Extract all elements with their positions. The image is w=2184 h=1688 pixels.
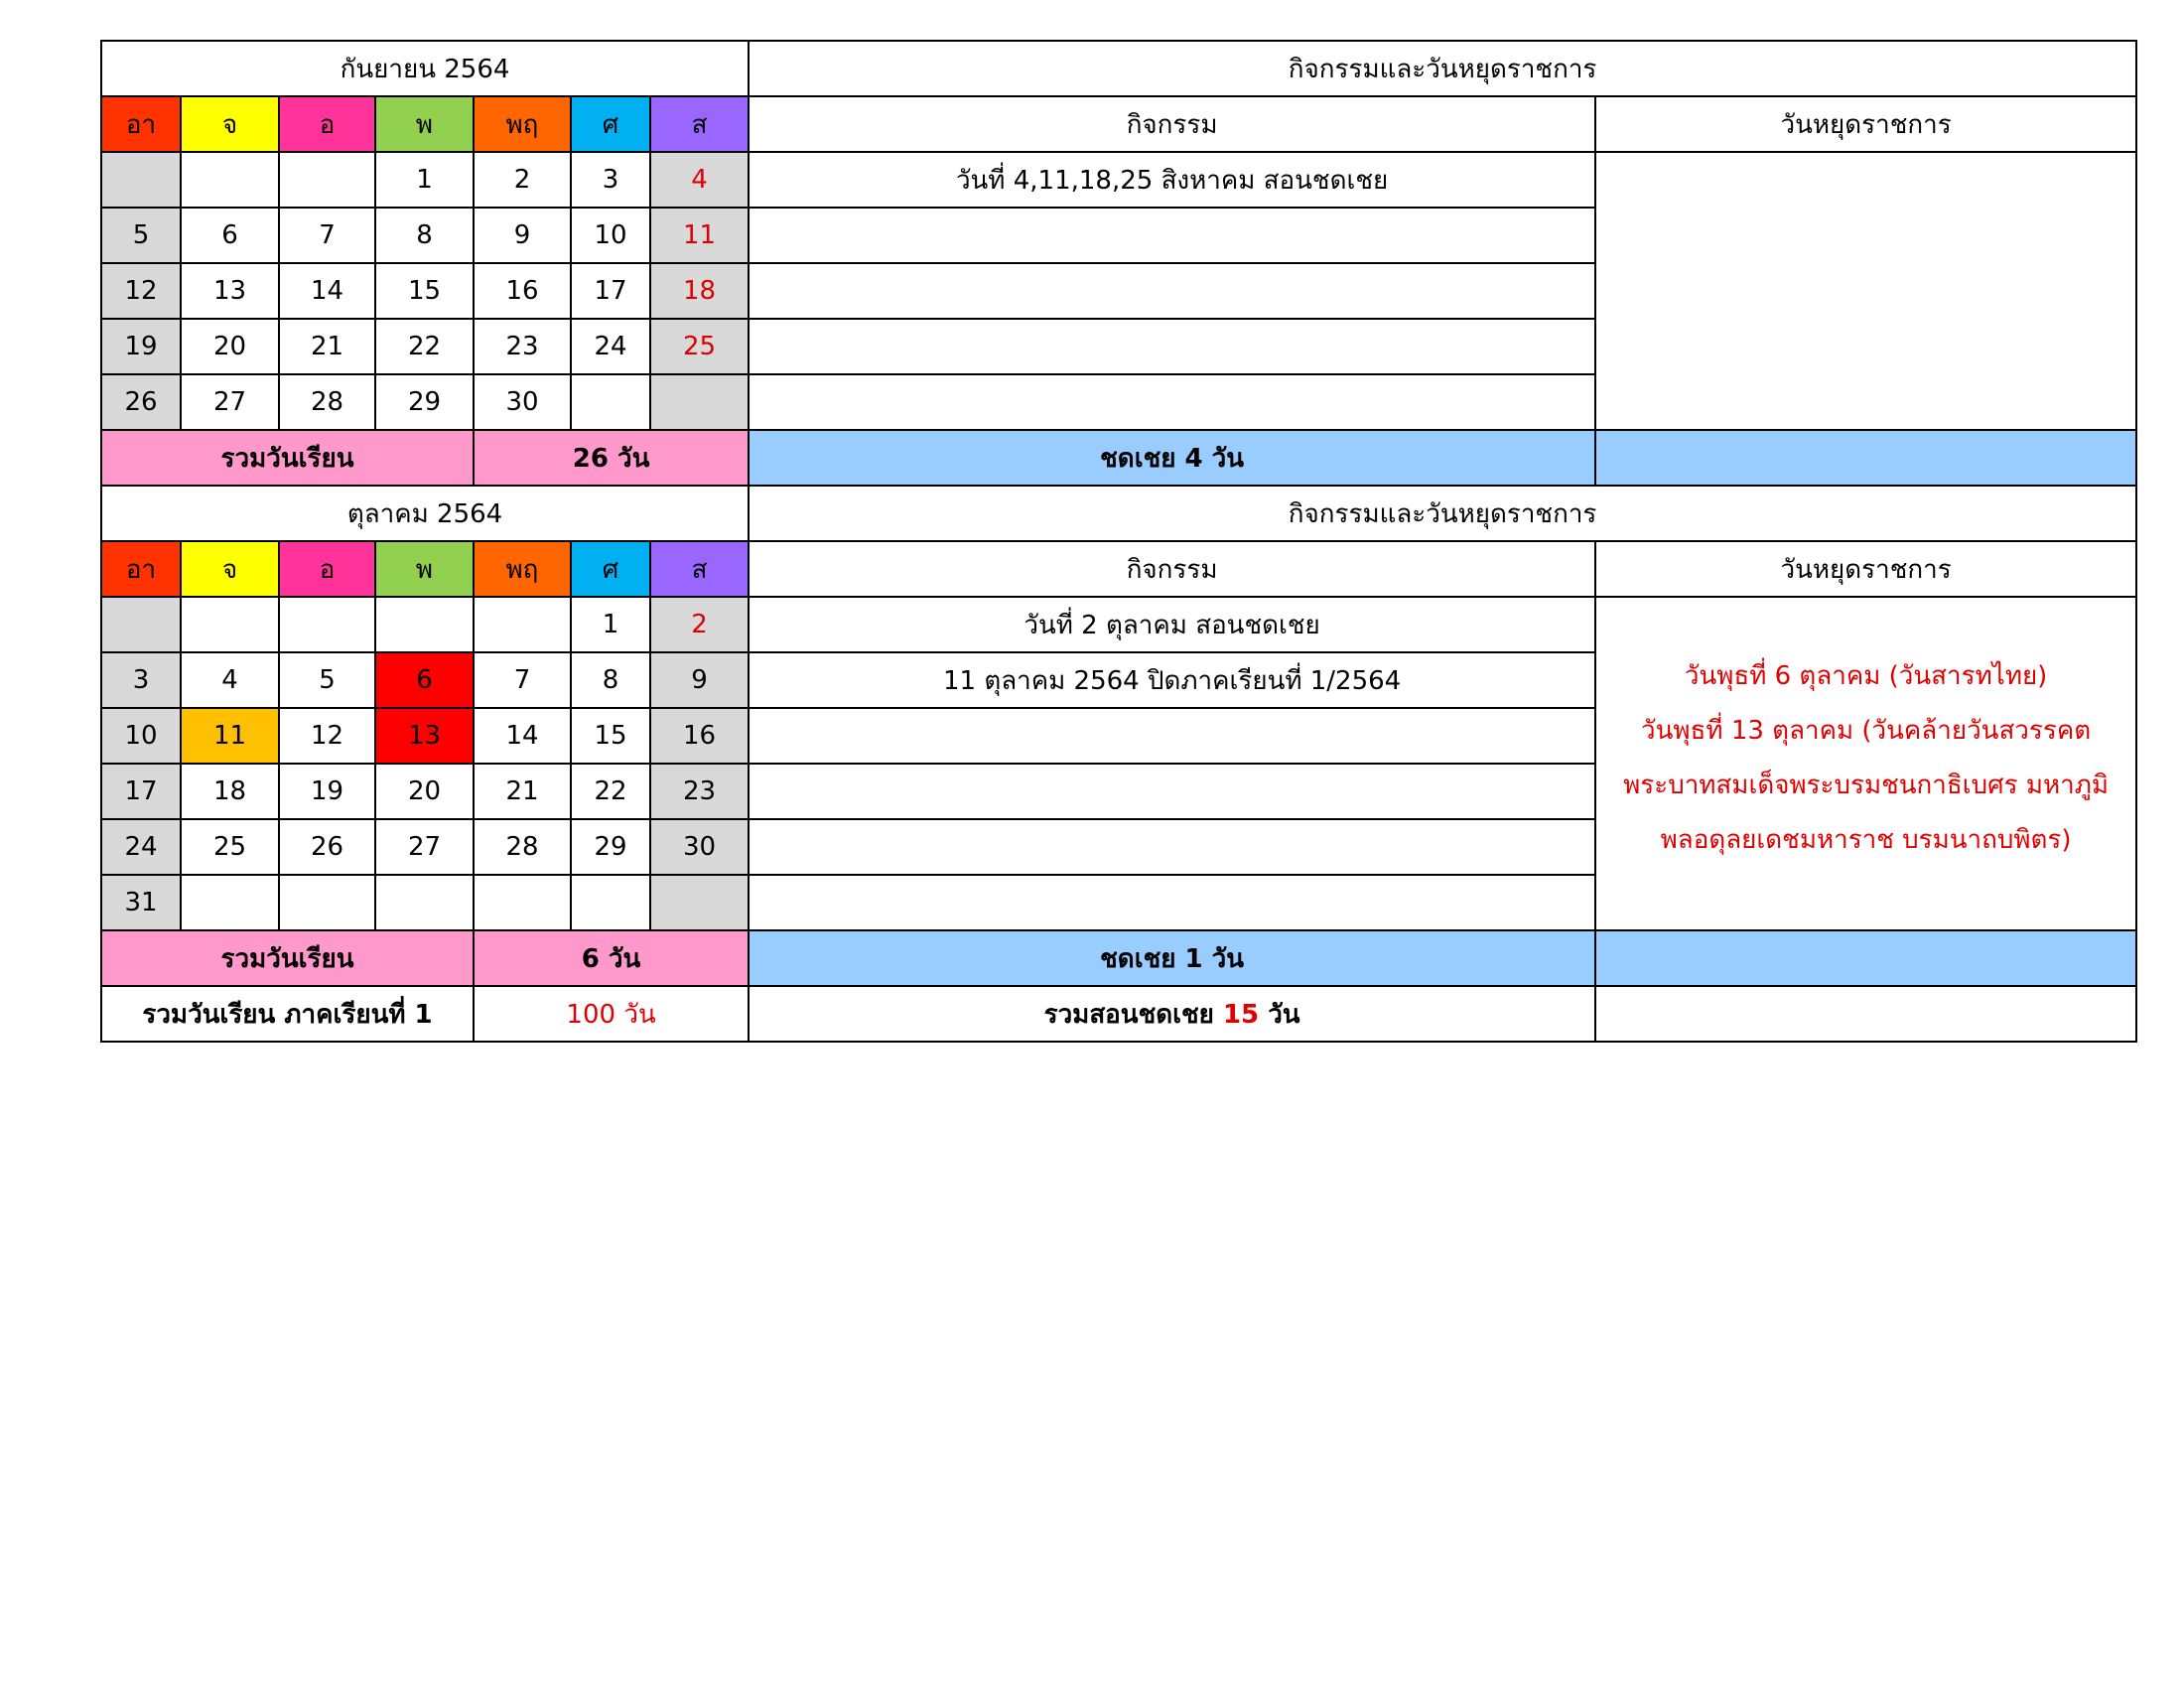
activity-cell — [749, 263, 1595, 319]
weekday-header: จ — [181, 541, 279, 597]
total-label: รวมวันเรียน — [101, 930, 474, 986]
day-cell: 26 — [279, 819, 375, 875]
holiday-line: พระบาทสมเด็จพระบรมชนกาธิเบศร มหาภูมิ — [1623, 771, 2110, 800]
day-cell — [571, 875, 650, 930]
day-cell: 23 — [474, 319, 571, 374]
weekday-header: พฤ — [474, 96, 571, 152]
day-cell: 6 — [181, 208, 279, 263]
makeup-count: ชดเชย 1 วัน — [749, 930, 1595, 986]
holiday-line: วันพุธที่ 13 ตุลาคม (วันคล้ายวันสวรรคต — [1641, 716, 2092, 746]
day-cell — [571, 374, 650, 430]
weekday-header: ส — [650, 96, 749, 152]
holiday-header: วันหยุดราชการ — [1595, 96, 2136, 152]
month-title: ตุลาคม 2564 — [101, 486, 749, 541]
makeup-blank — [1595, 430, 2136, 486]
day-cell — [375, 597, 474, 652]
day-cell: 16 — [474, 263, 571, 319]
day-cell: 18 — [181, 764, 279, 819]
day-cell: 10 — [101, 708, 181, 764]
day-cell: 23 — [650, 764, 749, 819]
weekday-header: พ — [375, 541, 474, 597]
day-cell: 30 — [474, 374, 571, 430]
weekday-header: ศ — [571, 96, 650, 152]
day-cell — [181, 152, 279, 208]
day-cell: 22 — [375, 319, 474, 374]
holiday-line: วันพุธที่ 6 ตุลาคม (วันสารทไทย) — [1684, 661, 2048, 691]
total-days: 26 วัน — [474, 430, 749, 486]
day-cell — [375, 875, 474, 930]
day-cell: 27 — [375, 819, 474, 875]
makeup-blank — [1595, 930, 2136, 986]
month-title: กันยายน 2564 — [101, 41, 749, 96]
semester-total-label: รวมวันเรียน ภาคเรียนที่ 1 — [101, 986, 474, 1042]
activity-header: กิจกรรม — [749, 96, 1595, 152]
day-cell: 22 — [571, 764, 650, 819]
day-cell: 10 — [571, 208, 650, 263]
day-cell: 12 — [279, 708, 375, 764]
holiday-list — [1595, 597, 2136, 930]
day-cell: 17 — [101, 764, 181, 819]
semester-blank — [1595, 986, 2136, 1042]
day-cell: 25 — [650, 319, 749, 374]
makeup-count: ชดเชย 4 วัน — [749, 430, 1595, 486]
day-cell — [279, 875, 375, 930]
activity-cell — [749, 764, 1595, 819]
makeup-total-label: รวมสอนชดเชย — [1043, 999, 1214, 1030]
day-cell — [279, 597, 375, 652]
day-cell: 17 — [571, 263, 650, 319]
day-cell: 7 — [279, 208, 375, 263]
day-cell: 16 — [650, 708, 749, 764]
day-cell: 5 — [279, 652, 375, 708]
day-cell: 31 — [101, 875, 181, 930]
weekday-header: อ — [279, 96, 375, 152]
day-cell: 8 — [375, 208, 474, 263]
activity-cell — [749, 819, 1595, 875]
section-header: กิจกรรมและวันหยุดราชการ — [749, 41, 2136, 96]
holiday-line: พลอดุลยเดชมหาราช บรมนาถบพิตร) — [1660, 825, 2072, 855]
weekday-header: จ — [181, 96, 279, 152]
day-cell: 7 — [474, 652, 571, 708]
semester-days-unit: วัน — [623, 999, 656, 1030]
day-cell — [650, 374, 749, 430]
day-cell: 15 — [571, 708, 650, 764]
activity-cell — [749, 208, 1595, 263]
day-cell: 24 — [571, 319, 650, 374]
day-cell — [279, 152, 375, 208]
weekday-header: ส — [650, 541, 749, 597]
day-cell: 2 — [650, 597, 749, 652]
day-cell: 24 — [101, 819, 181, 875]
day-cell — [474, 597, 571, 652]
activity-header: กิจกรรม — [749, 541, 1595, 597]
day-cell: 21 — [474, 764, 571, 819]
day-cell: 11 — [650, 208, 749, 263]
day-cell: 5 — [101, 208, 181, 263]
semester-total-days — [474, 986, 749, 1042]
holiday-header: วันหยุดราชการ — [1595, 541, 2136, 597]
weekday-header: อ — [279, 541, 375, 597]
day-cell: 2 — [474, 152, 571, 208]
day-cell: 13 — [181, 263, 279, 319]
day-cell: 19 — [101, 319, 181, 374]
activity-cell: 11 ตุลาคม 2564 ปิดภาคเรียนที่ 1/2564 — [749, 652, 1595, 708]
day-cell: 21 — [279, 319, 375, 374]
activity-cell — [749, 875, 1595, 930]
day-cell: 4 — [181, 652, 279, 708]
day-cell: 6 — [375, 652, 474, 708]
day-cell: 14 — [279, 263, 375, 319]
day-cell — [474, 875, 571, 930]
semester-makeup-total — [749, 986, 1595, 1042]
day-cell: 27 — [181, 374, 279, 430]
day-cell: 11 — [181, 708, 279, 764]
day-cell: 8 — [571, 652, 650, 708]
makeup-total-unit: วัน — [1268, 999, 1300, 1030]
day-cell: 18 — [650, 263, 749, 319]
activity-cell: วันที่ 4,11,18,25 สิงหาคม สอนชดเชย — [749, 152, 1595, 208]
section-header: กิจกรรมและวันหยุดราชการ — [749, 486, 2136, 541]
day-cell: 14 — [474, 708, 571, 764]
day-cell: 3 — [101, 652, 181, 708]
day-cell: 9 — [474, 208, 571, 263]
activity-cell — [749, 374, 1595, 430]
day-cell: 20 — [181, 319, 279, 374]
day-cell: 15 — [375, 263, 474, 319]
day-cell: 12 — [101, 263, 181, 319]
day-cell: 20 — [375, 764, 474, 819]
semester-days-value: 100 — [566, 999, 616, 1030]
weekday-header: อา — [101, 96, 181, 152]
day-cell: 29 — [375, 374, 474, 430]
day-cell: 4 — [650, 152, 749, 208]
day-cell: 28 — [474, 819, 571, 875]
day-cell: 3 — [571, 152, 650, 208]
weekday-header: อา — [101, 541, 181, 597]
day-cell: 13 — [375, 708, 474, 764]
day-cell: 30 — [650, 819, 749, 875]
day-cell — [181, 875, 279, 930]
total-days: 6 วัน — [474, 930, 749, 986]
total-label: รวมวันเรียน — [101, 430, 474, 486]
activity-cell: วันที่ 2 ตุลาคม สอนชดเชย — [749, 597, 1595, 652]
makeup-total-value: 15 — [1222, 999, 1260, 1030]
day-cell: 1 — [571, 597, 650, 652]
day-cell — [650, 875, 749, 930]
day-cell: 26 — [101, 374, 181, 430]
day-cell — [101, 152, 181, 208]
weekday-header: ศ — [571, 541, 650, 597]
day-cell: 1 — [375, 152, 474, 208]
day-cell: 19 — [279, 764, 375, 819]
day-cell: 29 — [571, 819, 650, 875]
day-cell: 9 — [650, 652, 749, 708]
weekday-header: พฤ — [474, 541, 571, 597]
day-cell: 28 — [279, 374, 375, 430]
day-cell: 25 — [181, 819, 279, 875]
academic-calendar-table — [100, 40, 2137, 1043]
holiday-list — [1595, 152, 2136, 430]
day-cell — [181, 597, 279, 652]
weekday-header: พ — [375, 96, 474, 152]
activity-cell — [749, 319, 1595, 374]
day-cell — [101, 597, 181, 652]
activity-cell — [749, 708, 1595, 764]
